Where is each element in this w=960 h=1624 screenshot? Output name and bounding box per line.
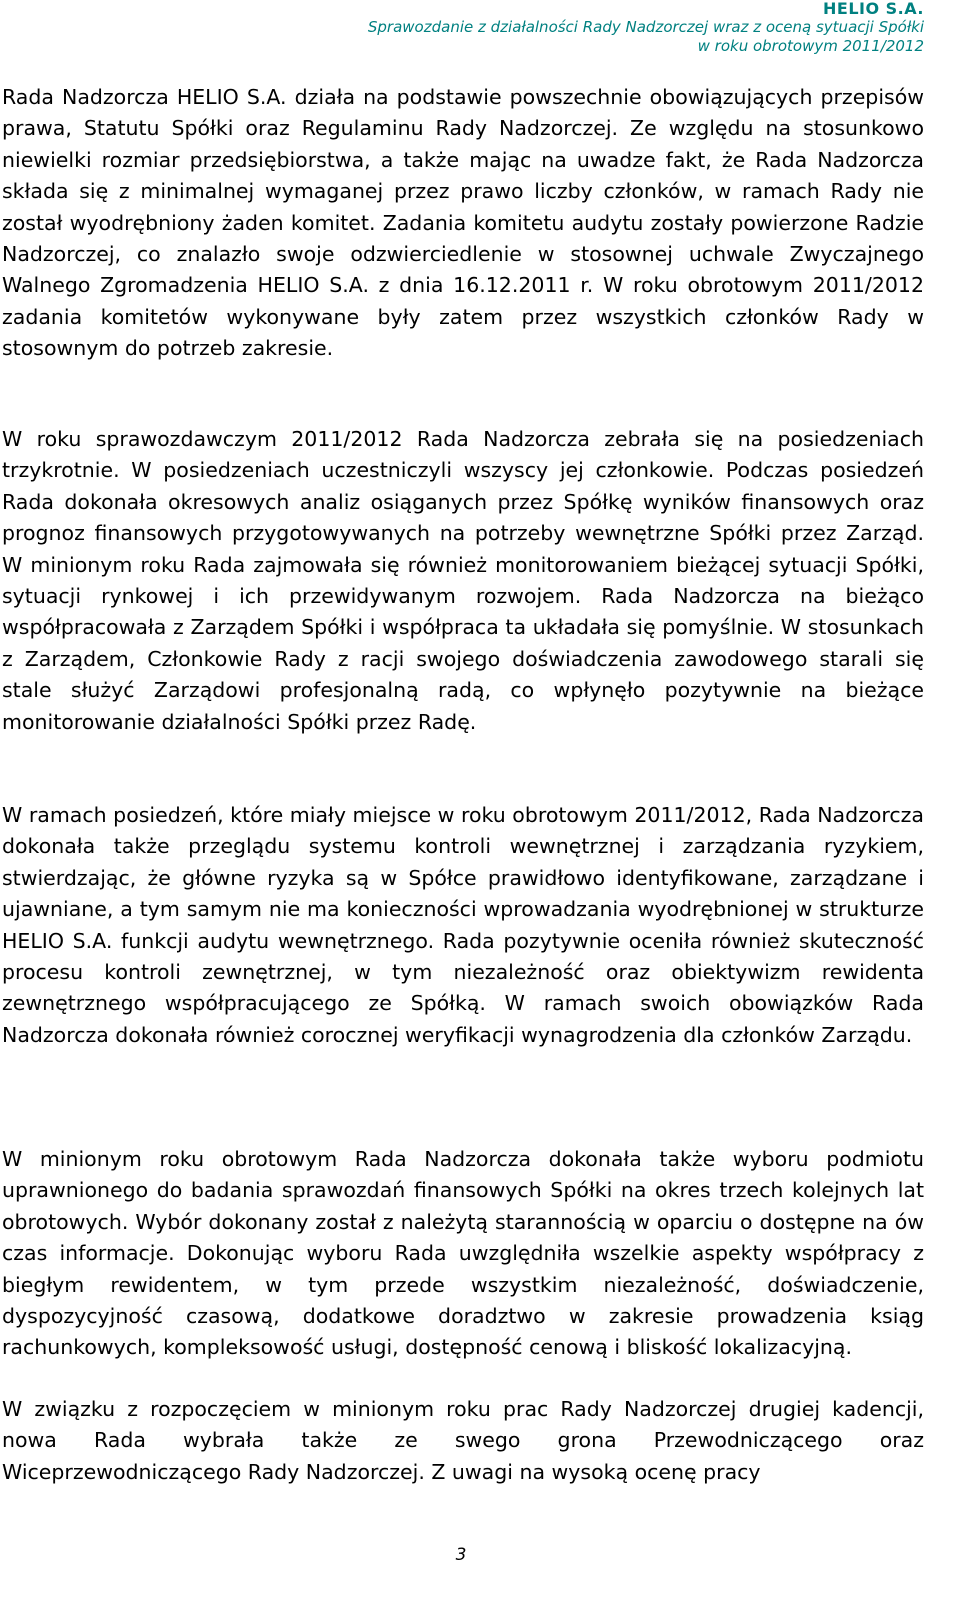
paragraph-auditor-selection: W minionym roku obrotowym Rada Nadzorcza dokonała także wyboru podmiotu uprawnionego do badania sprawozdań finansowych Spółki na okres trzech kolejnych lat obrotowych. Wybór dokonany został z należytą starannością w oparciu o dostępne na ów czas informacje. Dokonując wyboru Rada uwzględniła wszelkie aspekty współpracy z biegłym rewidentem, w tym przede wszystkim niezależność, doświadczenie, dyspozycyjność czasową, dodatkowe doradztwo w zakresie prowadzenia ksiąg rachunkowych, kompleksowość usługi, dostępność cenową i bliskość lokalizacyjną. <box>2 1147 924 1360</box>
paragraph-meetings: W roku sprawozdawczym 2011/2012 Rada Nadzorcza zebrała się na posiedzeniach trzykrotnie. W posiedzeniach uczestniczyli wszyscy jej członkowie. Podczas posiedzeń Rada dokonała okresowych analiz osiąganych przez Spółkę wyników finansowych oraz prognoz finansowych przygotowywanych na potrzeby wewnętrzne Spółki przez Zarząd. W minionym roku Rada zajmowała się również monitorowaniem bieżącej sytuacji Spółki, sytuacji rynkowej i ich przewidywanym rozwojem. Rada Nadzorcza na bieżąco współpracowała z Zarządem Spółki i współpraca ta układała się pomyślnie. W stosunkach z Zarządem, Członkowie Rady z racji swojego doświadczenia zawodowego starali się stale służyć Zarządowi profesjonalną radą, co wpłynęło pozytywnie na bieżące monitorowanie działalności Spółki przez Radę. <box>2 427 924 734</box>
paragraph-internal-control: W ramach posiedzeń, które miały miejsce w roku obrotowym 2011/2012, Rada Nadzorcza dokonała także przeglądu systemu kontroli wewnętrznej i zarządzania ryzykiem, stwierdzając, że główne ryzyka są w Spółce prawidłowo identyfikowane, zarządzane i ujawniane, a tym samym nie ma konieczności wprowadzania wyodrębnionej w strukturze HELIO S.A. funkcji audytu wewnętrznego. Rada pozytywnie oceniła również skuteczność procesu kontroli zewnętrznej, w tym niezależność oraz obiektywizm rewidenta zewnętrznego współpracującego ze Spółką. W ramach swoich obowiązków Rada Nadzorcza dokonała również corocznej weryfikacji wynagrodzenia dla członków Zarządu. <box>2 803 924 1047</box>
paragraph-supervisory-board-basis: Rada Nadzorcza HELIO S.A. działa na podstawie powszechnie obowiązujących przepisów prawa, Statutu Spółki oraz Regulaminu Rady Nadzorczej. Ze względu na stosunkowo niewielki rozmiar przedsiębiorstwa, a także mając na uwadze fakt, że Rada Nadzorcza składa się z minimalnej wymaganej przez prawo liczby członków, w ramach Rady nie został wyodrębniony żaden komitet. Zadania komitetu audytu zostały powierzone Radzie Nadzorczej, co znalazło swoje odzwierciedlenie w stosownej uchwale Zwyczajnego Walnego Zgromadzenia HELIO S.A. z dnia 16.12.2011 r. W roku obrotowym 2011/2012 zadania komitetów wykonywane były zatem przez wszystkich członków Rady w stosownym do potrzeb zakresie. <box>2 85 924 361</box>
header-company-name: HELIO S.A. <box>823 0 924 18</box>
page-number: 3 <box>455 1545 467 1565</box>
page-header <box>224 0 924 56</box>
header-fiscal-year: w roku obrotowym 2011/2012 <box>697 37 924 55</box>
header-report-title: Sprawozdanie z działalności Rady Nadzorczej wraz z oceną sytuacji Spółki <box>367 18 924 36</box>
document-body <box>2 82 924 1484</box>
paragraph-second-term: W związku z rozpoczęciem w minionym roku prac Rady Nadzorczej drugiej kadencji, nowa Rada wybrała także ze swego grona Przewodniczącego oraz Wiceprzewodniczącego Rady Nadzorczej. Z uwagi na wysoką ocenę pracy <box>2 1397 924 1484</box>
